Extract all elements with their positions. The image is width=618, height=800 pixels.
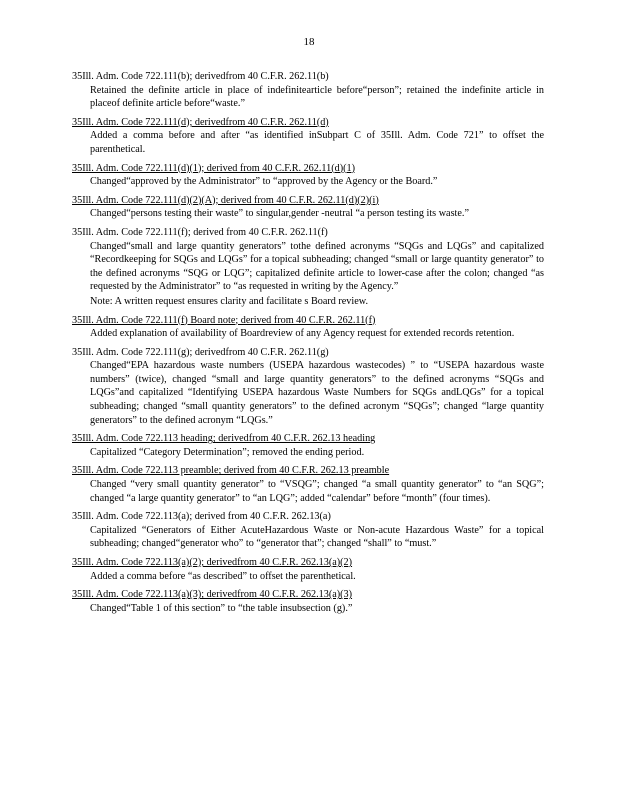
entry bbox=[72, 432, 544, 459]
entry bbox=[72, 314, 544, 341]
entry bbox=[72, 556, 544, 583]
entry-description: Changed“Table 1 of this section” to “the table insubsection (g).” bbox=[90, 602, 353, 614]
entry-description: Added a comma before “as described” to offset the parenthetical. bbox=[90, 570, 356, 582]
page-number: 18 bbox=[303, 36, 315, 48]
entry bbox=[72, 510, 544, 551]
entry-description: Capitalized “Category Determination”; removed the ending period. bbox=[90, 446, 365, 458]
entry-description: Added explanation of availability of Boardreview of any Agency request for extended records retention. bbox=[90, 328, 515, 340]
entry-heading: 35Ill. Adm. Code 722.113 heading; derivedfrom 40 C.F.R. 262.13 heading bbox=[72, 433, 376, 445]
entry-description: Capitalized “Generators of Either AcuteHazardous Waste or Non-acute Hazardous Waste” for a topical subheading; changed“generator who” to “generator that”; changed “shall” to “must.” bbox=[90, 524, 544, 550]
entry bbox=[72, 116, 544, 157]
entry-heading: 35Ill. Adm. Code 722.111(f) Board note; derived from 40 C.F.R. 262.11(f) bbox=[72, 314, 376, 326]
document-body bbox=[72, 70, 544, 620]
entry-heading: 35Ill. Adm. Code 722.111(g); derivedfrom 40 C.F.R. 262.11(g) bbox=[72, 346, 329, 358]
entry bbox=[72, 194, 544, 221]
entry bbox=[72, 346, 544, 428]
entry-heading: 35Ill. Adm. Code 722.111(b); derivedfrom 40 C.F.R. 262.11(b) bbox=[72, 71, 329, 82]
entry-heading: 35Ill. Adm. Code 722.113(a)(3); derivedfrom 40 C.F.R. 262.13(a)(3) bbox=[72, 589, 353, 601]
entry-heading: 35Ill. Adm. Code 722.113 preamble; derived from 40 C.F.R. 262.13 preamble bbox=[72, 465, 390, 477]
entry-description: Changed “very small quantity generator” to “VSQG”; changed “a small quantity generator” to “an SQG”; changed “a large quantity generator” to “an LQG”; added “calendar” before “month” (four times). bbox=[90, 479, 544, 504]
entry-heading: 35Ill. Adm. Code 722.111(d); derivedfrom 40 C.F.R. 262.11(d) bbox=[72, 116, 329, 128]
entry bbox=[72, 226, 544, 309]
entry-heading: 35Ill. Adm. Code 722.111(d)(2)(A); derived from 40 C.F.R. 262.11(d)(2)(i) bbox=[72, 194, 379, 206]
entry-description: Changed“approved by the Administrator” to “approved by the Agency or the Board.” bbox=[90, 176, 438, 188]
entry-description: Changed“small and large quantity generators” tothe defined acronyms “SQGs and LQGs” and capitalized “Recordkeeping for SQGs and LQGs” for a topical subheading; changed “small or large quantity generator” to the defined acronyms “SQG or LQG”; capitalized definite article to lower-case after the colon; changed “as requested by the Administrator” to “as requested in writing by the Agency.” bbox=[90, 240, 544, 293]
entry-description: Retained the definite article in place of indefinitearticle before“person”; retained the indefinite article in placeof definite article before“waste.” bbox=[90, 84, 544, 110]
entry bbox=[72, 464, 544, 505]
entry-heading: 35Ill. Adm. Code 722.113(a); derived from 40 C.F.R. 262.13(a) bbox=[72, 511, 331, 523]
entry-heading: 35Ill. Adm. Code 722.111(d)(1); derived from 40 C.F.R. 262.11(d)(1) bbox=[72, 162, 355, 174]
entry-note: Note: A written request ensures clarity and facilitate s Board review. bbox=[90, 295, 368, 307]
entry-heading: 35Ill. Adm. Code 722.113(a)(2); derivedfrom 40 C.F.R. 262.13(a)(2) bbox=[72, 557, 353, 568]
entry bbox=[72, 70, 544, 111]
entry bbox=[72, 162, 544, 189]
entry-description: Added a comma before and after “as identified inSubpart C of 35Ill. Adm. Code 721” to offset the parenthetical. bbox=[90, 130, 544, 155]
entry-description: Changed“EPA hazardous waste numbers (USEPA hazardous wastecodes) ” to “USEPA hazardous waste numbers” (twice), changed “small and large quantity generators” to the defined acronyms “SQGs and LQGs”and capitalized “Identifying USEPA hazardous Waste Numbers for SQGs andLQGs” for a topical subheading; changed “small quantity generators” to the defined acronym “SQGs”; changed “large quantity generators” to the defined acronym “LQGs.” bbox=[90, 360, 544, 426]
entry bbox=[72, 588, 544, 615]
entry-description: Changed“persons testing their waste” to singular,gender -neutral “a person testing its waste.” bbox=[90, 208, 469, 220]
entry-heading: 35Ill. Adm. Code 722.111(f); derived from 40 C.F.R. 262.11(f) bbox=[72, 226, 328, 238]
